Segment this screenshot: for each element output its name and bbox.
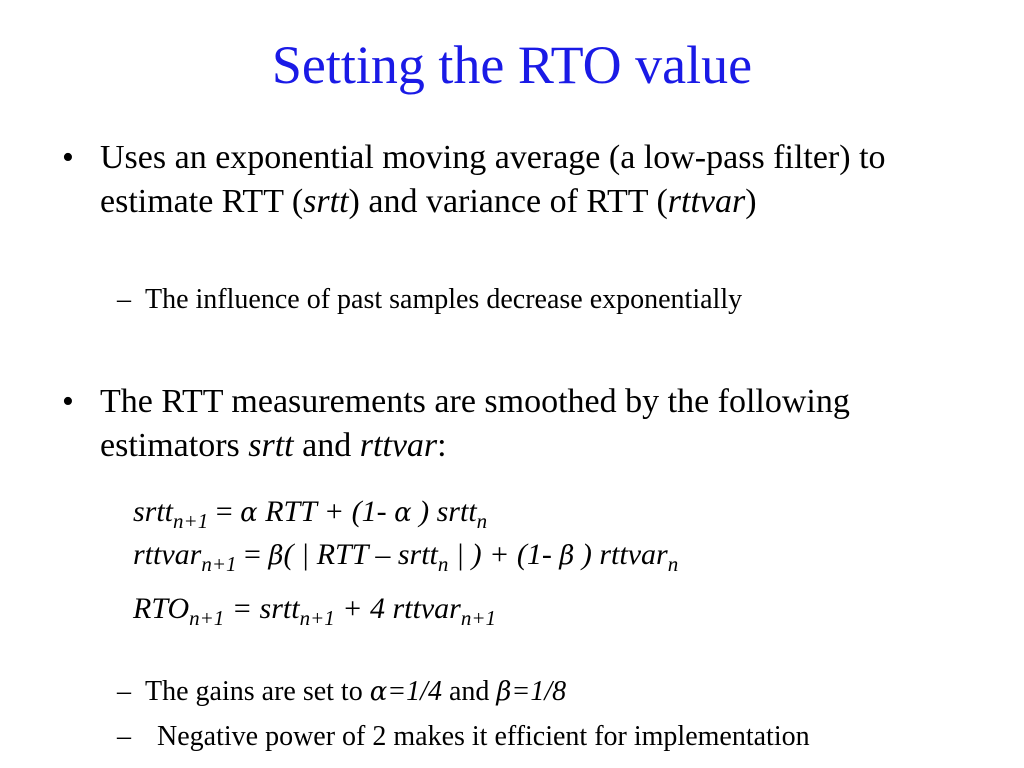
- equation-srtt: srtt$_{n+1}$ = α RTT + (1- α ) srtt$_n$: [133, 495, 488, 533]
- alpha-symbol: α: [240, 498, 258, 528]
- bullet-marker: •: [62, 139, 74, 176]
- equation-rttvar: rttvar$_{n+1}$ = β( | RTT – srtt$_n$ | ) + (1- β ) rttvar$_n$: [133, 538, 679, 576]
- subbullet-influence-text: The influence of past samples decrease exponentially: [145, 284, 743, 315]
- bullet-ema-text: Uses an exponential moving average (a low-pass filter) to estimate RTT (srtt) and variance of RTT (rttvar): [100, 139, 886, 220]
- equation-rto: $RTO_{n+1}$ = srtt$_{n+1}$ + 4 rttvar$_{n+1}$: [133, 592, 497, 630]
- subbullet-gains-text: The gains are set to α=1/4 and β=1/8: [145, 676, 567, 707]
- bullet-marker: •: [62, 383, 74, 420]
- bullet-smoothing-text: The RTT measurements are smoothed by the following estimators srtt and rttvar:: [100, 383, 850, 464]
- subbullet-negative-power-text: Negative power of 2 makes it efficient for implementation: [157, 721, 810, 752]
- beta-symbol: β: [496, 677, 512, 707]
- alpha-symbol: α: [394, 498, 412, 528]
- beta-symbol: β: [559, 541, 575, 571]
- beta-symbol: β: [268, 541, 284, 571]
- alpha-symbol: α: [369, 677, 388, 707]
- dash-marker: –: [117, 284, 131, 315]
- dash-marker: –: [117, 676, 131, 707]
- dash-marker: –: [117, 721, 131, 752]
- slide-title: Setting the RTO value: [271, 35, 753, 95]
